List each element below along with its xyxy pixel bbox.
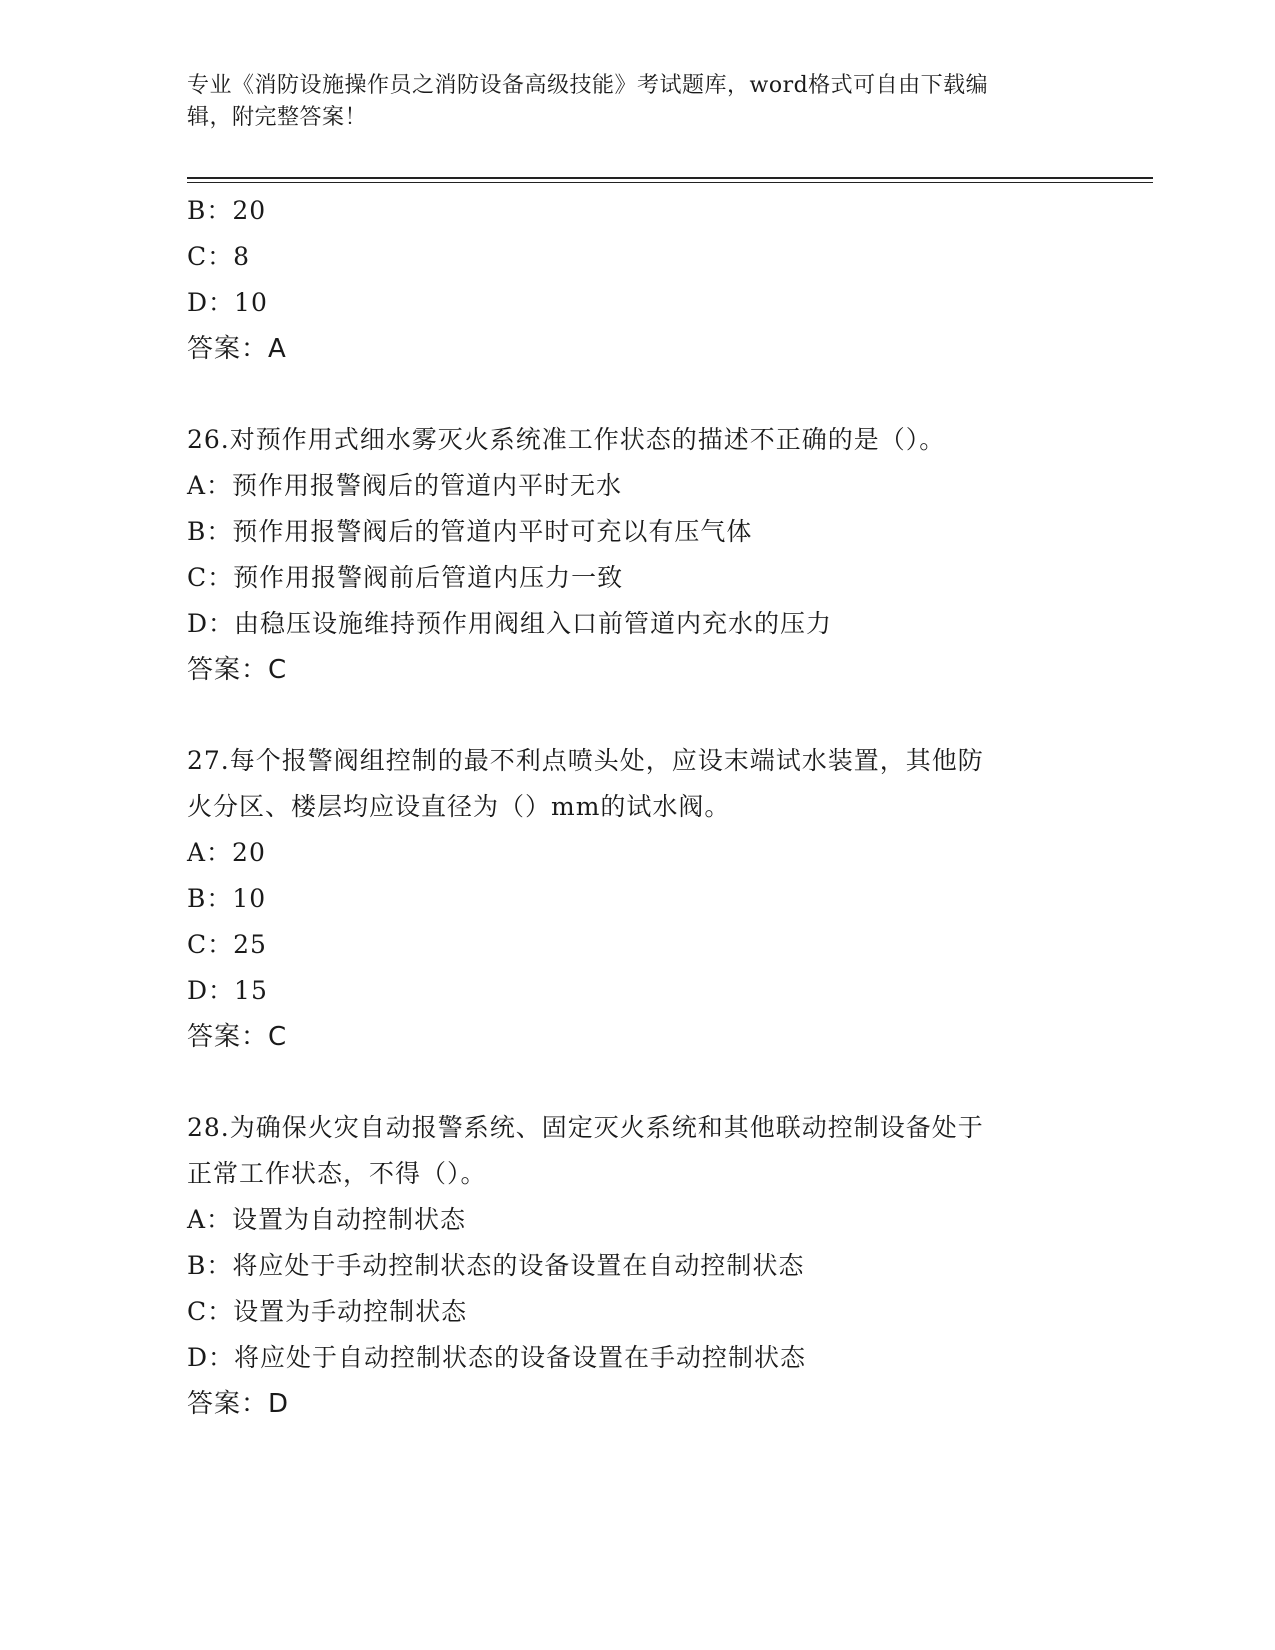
- option-c: C：25: [187, 930, 267, 959]
- question-26: [187, 417, 1087, 693]
- question-28: [187, 1105, 1087, 1427]
- question-text-cont: 火分区、楼层均应设直径为（）mm的试水阀。: [187, 792, 731, 821]
- document-header: [187, 70, 1067, 134]
- option-a: A：预作用报警阀后的管道内平时无水: [187, 471, 623, 500]
- option-c: C：预作用报警阀前后管道内压力一致: [187, 563, 624, 592]
- question-fragment: [187, 188, 1087, 372]
- option-b: B：20: [187, 196, 267, 225]
- answer-label: 答案：C: [187, 1022, 288, 1052]
- option-a: A：设置为自动控制状态: [187, 1205, 467, 1234]
- option-b: B：预作用报警阀后的管道内平时可充以有压气体: [187, 517, 753, 546]
- header-rule-thin: [187, 182, 1153, 183]
- header-rule-thick: [187, 177, 1153, 179]
- option-d: D：10: [187, 288, 268, 317]
- question-text: 26.对预作用式细水雾灭火系统准工作状态的描述不正确的是（）。: [187, 425, 946, 454]
- header-line-1: 专业《消防设施操作员之消防设备高级技能》考试题库，word格式可自由下载编: [187, 73, 989, 98]
- question-text-cont: 正常工作状态，不得（）。: [187, 1159, 487, 1188]
- option-c: C：8: [187, 242, 251, 271]
- answer-label: 答案：C: [187, 655, 288, 685]
- option-b: B：将应处于手动控制状态的设备设置在自动控制状态: [187, 1251, 805, 1280]
- question-list: [187, 188, 1087, 1427]
- option-d: D：由稳压设施维持预作用阀组入口前管道内充水的压力: [187, 609, 833, 638]
- question-text: 27.每个报警阀组控制的最不利点喷头处，应设末端试水装置，其他防: [187, 746, 984, 775]
- question-text: 28.为确保火灾自动报警系统、固定灭火系统和其他联动控制设备处于: [187, 1113, 984, 1142]
- answer-label: 答案：D: [187, 1389, 290, 1419]
- option-a: A：20: [187, 838, 266, 867]
- option-d: D：15: [187, 976, 268, 1005]
- header-line-2: 辑，附完整答案！: [187, 105, 368, 130]
- question-27: [187, 738, 1087, 1060]
- option-c: C：设置为手动控制状态: [187, 1297, 468, 1326]
- option-b: B：10: [187, 884, 267, 913]
- answer-label: 答案：A: [187, 334, 287, 364]
- option-d: D：将应处于自动控制状态的设备设置在手动控制状态: [187, 1343, 807, 1372]
